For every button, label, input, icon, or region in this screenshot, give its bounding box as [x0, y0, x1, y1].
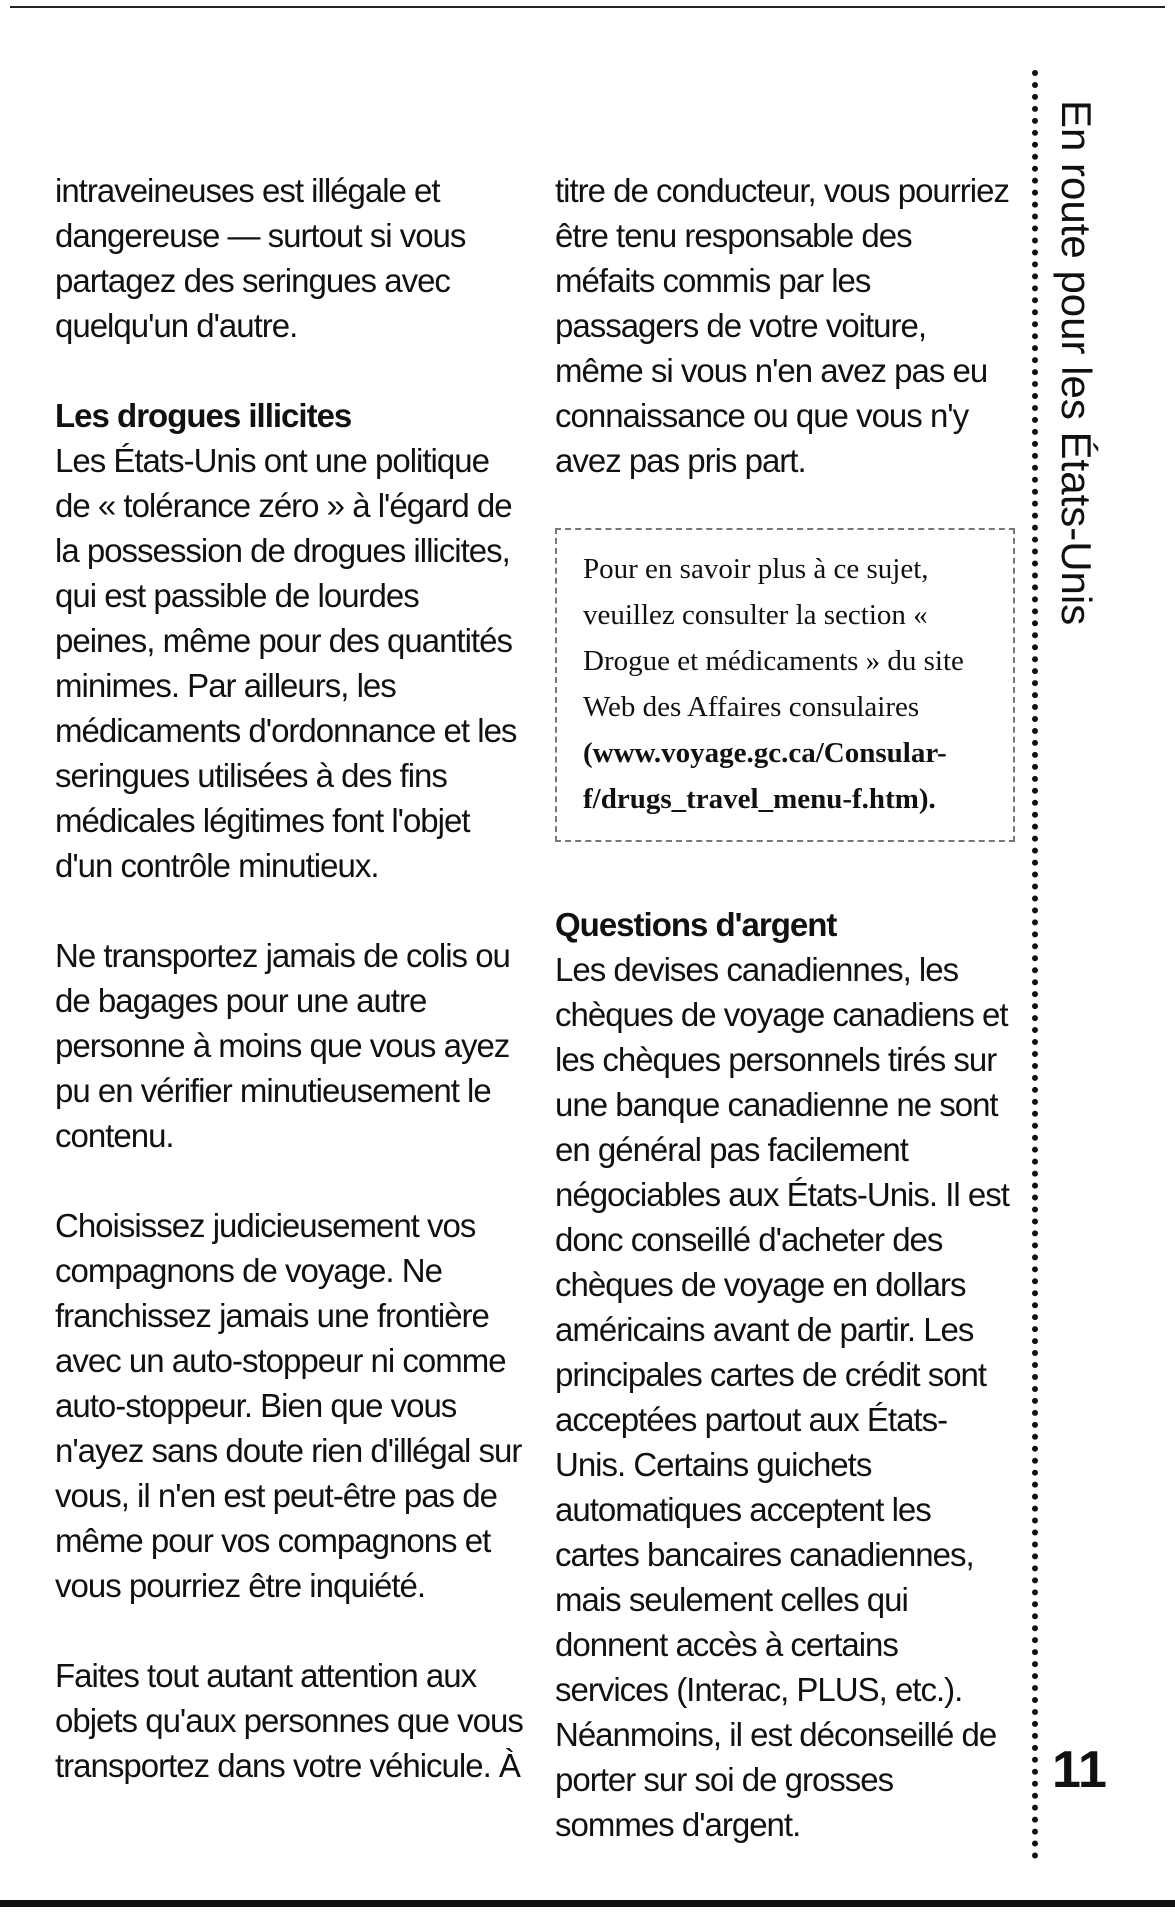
- bottom-rule: [0, 1900, 1175, 1907]
- drugs-body: Les États-Unis ont une politique de « tolérance zéro » à l'égard de la possession de drogues illicites, qui est passible de lourdes peines, même pour des quantités minimes. Par ailleurs, les médicaments d'ordonnance et les seringues utilisées à des fins médicales légitimes font l'objet d'un contrôle minutieux.: [55, 442, 517, 884]
- running-title: En route pour les États-Unis: [1053, 100, 1100, 626]
- right-column: [555, 168, 1015, 1892]
- section-heading-drugs: Les drogues illicites: [55, 397, 352, 434]
- left-column: [55, 168, 525, 1833]
- callout-link[interactable]: (www.voyage.gc.ca/Consular-f/drugs_travel_menu-f.htm).: [583, 737, 947, 815]
- dotted-divider: [1032, 70, 1038, 1860]
- companions-paragraph: Choisissez judicieusement vos compagnons de voyage. Ne franchissez jamais une frontière avec un auto-stoppeur ni comme auto-stoppeur. Bien que vous n'ayez sans doute rien d'illégal sur vous, il n'en est peut-être pas de même pour vos compagnons et vous pourriez être inquiété.: [55, 1207, 522, 1604]
- money-section: [555, 902, 1015, 1847]
- top-rule: [10, 6, 1165, 8]
- driver-paragraph: titre de conducteur, vous pourriez être tenu responsable des méfaits commis par les passagers de votre voiture, même si vous n'en avez pas eu connaissance ou que vous n'y avez pas pris part.: [555, 172, 1009, 479]
- section-heading-money: Questions d'argent: [555, 906, 837, 943]
- illicit-drugs-section: [55, 393, 525, 888]
- luggage-paragraph: Ne transportez jamais de colis ou de bagages pour une autre personne à moins que vous ayez pu en vérifier minutieusement le contenu.: [55, 937, 510, 1154]
- page-number: 11: [1052, 1741, 1107, 1799]
- info-callout-box: [555, 528, 1015, 842]
- callout-text: Pour en savoir plus à ce sujet, veuillez consulter la section « Drogue et médicaments » du site Web des Affaires consulaires: [583, 553, 964, 723]
- vehicle-paragraph: Faites tout autant attention aux objets qu'aux personnes que vous transportez dans votre véhicule. À: [55, 1657, 523, 1784]
- intro-paragraph: intraveineuses est illégale et dangereuse — surtout si vous partagez des seringues avec quelqu'un d'autre.: [55, 172, 466, 344]
- money-body: Les devises canadiennes, les chèques de voyage canadiens et les chèques personnels tirés sur une banque canadienne ne sont en général pas facilement négociables aux États-Unis. Il est donc conseillé d'acheter des chèques de voyage en dollars américains avant de partir. Les principales cartes de crédit sont acceptées partout aux États-Unis. Certains guichets automatiques acceptent les cartes bancaires canadiennes, mais seulement celles qui donnent accès à certains services (Interac, PLUS, etc.). Néanmoins, il est déconseillé de porter sur soi de grosses sommes d'argent.: [555, 951, 1009, 1843]
